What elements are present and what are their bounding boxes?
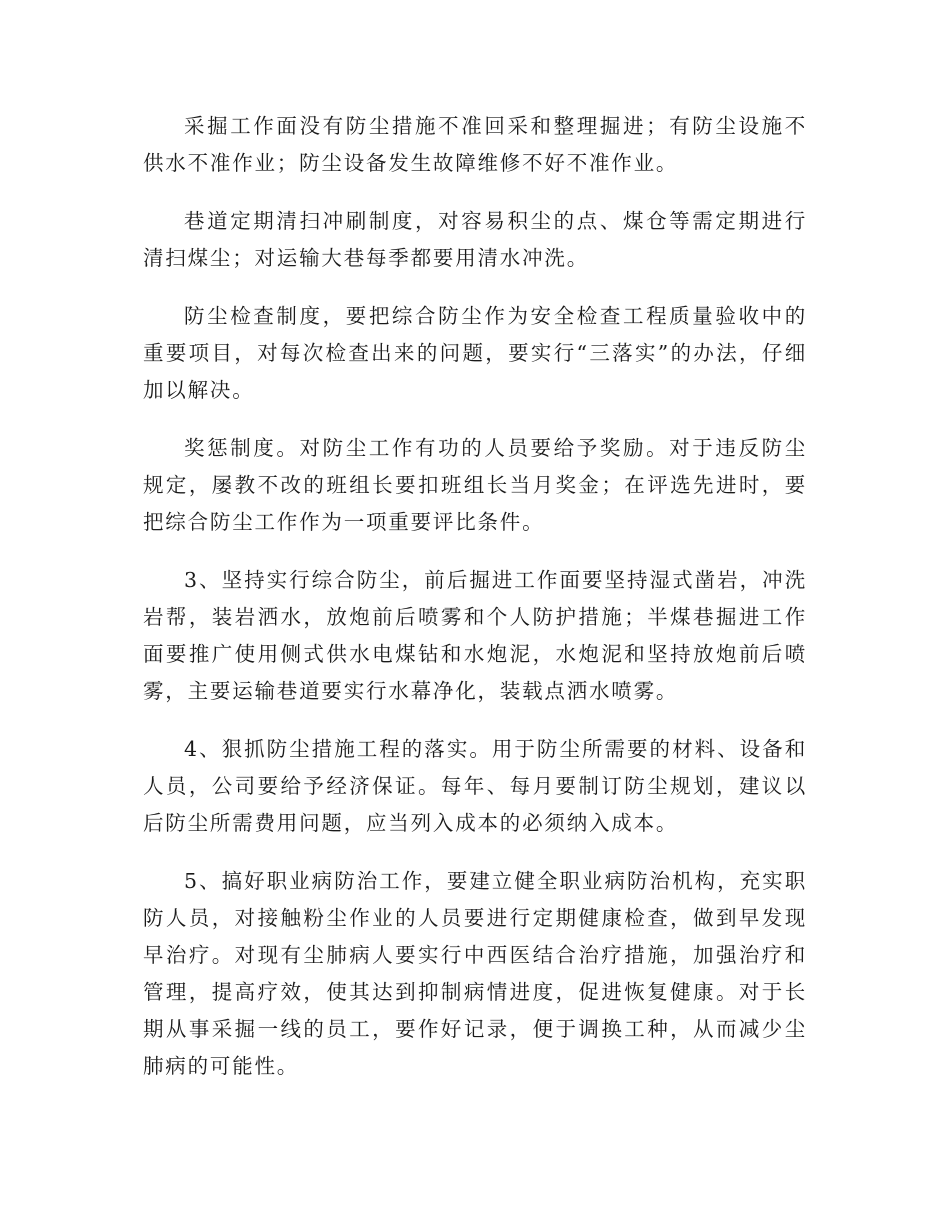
paragraph-item-5-occupational-disease-prevention: 5、搞好职业病防治工作，要建立健全职业病防治机构，充实职防人员，对接触粉尘作业的人员要进行定期健康检查，做到早发现早治疗。对现有尘肺病人要实行中西医结合治疗措施，加强治疗和管理，提高疗效，使其达到抑制病情进度，促进恢复健康。对于长期从事采掘一线的员工，要作好记录，便于调换工种，从而减少尘肺病的可能性。 bbox=[143, 869, 807, 1078]
paragraph-roadway-cleaning-system: 巷道定期清扫冲刷制度，对容易积尘的点、煤仓等需定期进行清扫煤尘；对运输大巷每季都要用清水冲洗。 bbox=[143, 209, 807, 270]
document-body bbox=[143, 108, 807, 1106]
paragraph-item-3-comprehensive-dust-control: 3、坚持实行综合防尘，前后掘进工作面要坚持湿式凿岩，冲洗岩帮，装岩洒水，放炮前后喷雾和个人防护措施；半煤巷掘进工作面要推广使用侧式供水电煤钻和水炮泥，水炮泥和坚持放炮前后喷雾，主要运输巷道要实行水幕净化，装载点洒水喷雾。 bbox=[143, 568, 807, 703]
paragraph-dust-inspection-system: 防尘检查制度，要把综合防尘作为安全检查工程质量验收中的重要项目，对每次检查出来的问题，要实行“三落实”的办法，仔细加以解决。 bbox=[143, 304, 807, 402]
paragraph-mining-face-dust-rules: 采掘工作面没有防尘措施不准回采和整理掘进；有防尘设施不供水不准作业；防尘设备发生故障维修不好不准作业。 bbox=[143, 114, 807, 175]
paragraph-reward-penalty-system: 奖惩制度。对防尘工作有功的人员要给予奖励。对于违反防尘规定，屡教不改的班组长要扣班组长当月奖金；在评选先进时，要把综合防尘工作作为一项重要评比条件。 bbox=[143, 436, 807, 534]
paragraph-item-4-dust-measures-implementation: 4、狠抓防尘措施工程的落实。用于防尘所需要的材料、设备和人员，公司要给予经济保证。每年、每月要制订防尘规划，建议以后防尘所需费用问题，应当列入成本的必须纳入成本。 bbox=[143, 737, 807, 835]
